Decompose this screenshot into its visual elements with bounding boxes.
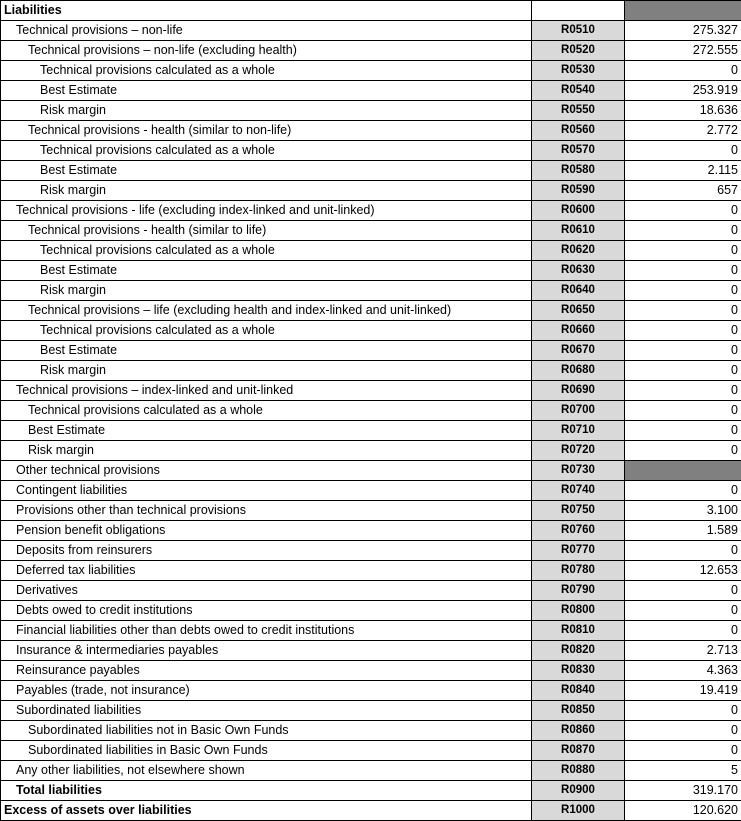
row-value: 319.170	[625, 781, 741, 801]
table-row	[1, 801, 741, 821]
table-row	[1, 301, 741, 321]
row-label: Deposits from reinsurers	[1, 541, 532, 561]
table-row	[1, 401, 741, 421]
table-row	[1, 641, 741, 661]
row-value: 0	[625, 441, 741, 461]
row-value: 0	[625, 381, 741, 401]
row-label: Other technical provisions	[1, 461, 532, 481]
row-label: Best Estimate	[1, 261, 532, 281]
row-value: 0	[625, 601, 741, 621]
row-code: R0590	[532, 181, 625, 201]
table-row	[1, 201, 741, 221]
row-code: R0600	[532, 201, 625, 221]
row-code: R0770	[532, 541, 625, 561]
row-value: 0	[625, 421, 741, 441]
table-row	[1, 61, 741, 81]
table-row	[1, 561, 741, 581]
row-label: Risk margin	[1, 181, 532, 201]
table-row	[1, 701, 741, 721]
table-row	[1, 101, 741, 121]
row-code: R0820	[532, 641, 625, 661]
table-row	[1, 241, 741, 261]
table-row	[1, 721, 741, 741]
row-label: Derivatives	[1, 581, 532, 601]
row-code: R0900	[532, 781, 625, 801]
row-value	[625, 461, 741, 481]
row-label: Technical provisions - life (excluding index-linked and unit-linked)	[1, 201, 532, 221]
table-row	[1, 441, 741, 461]
table-row	[1, 521, 741, 541]
row-code: R0560	[532, 121, 625, 141]
row-code: R0750	[532, 501, 625, 521]
row-label: Risk margin	[1, 101, 532, 121]
row-value: 0	[625, 321, 741, 341]
row-label: Contingent liabilities	[1, 481, 532, 501]
header-code-cell	[532, 1, 625, 21]
table-row	[1, 21, 741, 41]
row-value: 0	[625, 481, 741, 501]
row-label: Technical provisions calculated as a whole	[1, 61, 532, 81]
row-label: Excess of assets over liabilities	[1, 801, 532, 821]
table-row	[1, 481, 741, 501]
row-value: 0	[625, 401, 741, 421]
table-row	[1, 601, 741, 621]
row-value: 2.713	[625, 641, 741, 661]
row-value: 272.555	[625, 41, 741, 61]
table-row	[1, 261, 741, 281]
row-label: Any other liabilities, not elsewhere shown	[1, 761, 532, 781]
row-value: 19.419	[625, 681, 741, 701]
table-row	[1, 741, 741, 761]
row-code: R0640	[532, 281, 625, 301]
table-row	[1, 361, 741, 381]
row-code: R0790	[532, 581, 625, 601]
row-label: Financial liabilities other than debts owed to credit institutions	[1, 621, 532, 641]
row-label: Risk margin	[1, 441, 532, 461]
table-row	[1, 421, 741, 441]
row-code: R0760	[532, 521, 625, 541]
row-value: 0	[625, 741, 741, 761]
row-code: R0850	[532, 701, 625, 721]
table-row	[1, 341, 741, 361]
row-value: 0	[625, 301, 741, 321]
row-label: Technical provisions calculated as a whole	[1, 141, 532, 161]
row-code: R0620	[532, 241, 625, 261]
row-value: 0	[625, 201, 741, 221]
row-value: 0	[625, 361, 741, 381]
row-value: 0	[625, 621, 741, 641]
row-label: Technical provisions - health (similar to non-life)	[1, 121, 532, 141]
row-value: 253.919	[625, 81, 741, 101]
row-label: Technical provisions – non-life (excluding health)	[1, 41, 532, 61]
row-code: R0840	[532, 681, 625, 701]
header-row	[1, 1, 741, 21]
row-label: Reinsurance payables	[1, 661, 532, 681]
table-row	[1, 621, 741, 641]
table-row	[1, 381, 741, 401]
table-row	[1, 121, 741, 141]
row-label: Best Estimate	[1, 341, 532, 361]
row-code: R0660	[532, 321, 625, 341]
row-label: Technical provisions calculated as a whole	[1, 401, 532, 421]
row-code: R0720	[532, 441, 625, 461]
row-code: R0680	[532, 361, 625, 381]
row-code: R0870	[532, 741, 625, 761]
table-row	[1, 181, 741, 201]
table-row	[1, 501, 741, 521]
table-row	[1, 81, 741, 101]
row-label: Technical provisions – life (excluding health and index-linked and unit-linked)	[1, 301, 532, 321]
row-value: 2.772	[625, 121, 741, 141]
row-label: Best Estimate	[1, 421, 532, 441]
row-code: R0880	[532, 761, 625, 781]
row-code: R0710	[532, 421, 625, 441]
row-value: 18.636	[625, 101, 741, 121]
table-row	[1, 221, 741, 241]
row-value: 0	[625, 701, 741, 721]
row-label: Deferred tax liabilities	[1, 561, 532, 581]
row-label: Technical provisions calculated as a whole	[1, 241, 532, 261]
table-row	[1, 321, 741, 341]
row-value: 3.100	[625, 501, 741, 521]
row-label: Technical provisions - health (similar to life)	[1, 221, 532, 241]
row-code: R0690	[532, 381, 625, 401]
row-value: 0	[625, 261, 741, 281]
row-label: Insurance & intermediaries payables	[1, 641, 532, 661]
table-row	[1, 461, 741, 481]
row-value: 12.653	[625, 561, 741, 581]
row-value: 0	[625, 281, 741, 301]
row-value: 2.115	[625, 161, 741, 181]
table-row	[1, 141, 741, 161]
table-row	[1, 41, 741, 61]
row-label: Risk margin	[1, 361, 532, 381]
row-code: R0780	[532, 561, 625, 581]
row-code: R0730	[532, 461, 625, 481]
row-value: 0	[625, 241, 741, 261]
row-code: R0810	[532, 621, 625, 641]
row-value: 1.589	[625, 521, 741, 541]
row-code: R0570	[532, 141, 625, 161]
row-code: R0550	[532, 101, 625, 121]
row-label: Pension benefit obligations	[1, 521, 532, 541]
row-code: R0800	[532, 601, 625, 621]
row-code: R1000	[532, 801, 625, 821]
row-code: R0860	[532, 721, 625, 741]
row-code: R0630	[532, 261, 625, 281]
table-row	[1, 281, 741, 301]
row-label: Best Estimate	[1, 161, 532, 181]
row-value: 0	[625, 61, 741, 81]
header-value-cell	[625, 1, 741, 21]
row-value: 657	[625, 181, 741, 201]
row-code: R0540	[532, 81, 625, 101]
table-row	[1, 541, 741, 561]
section-title: Liabilities	[1, 1, 532, 21]
row-label: Debts owed to credit institutions	[1, 601, 532, 621]
row-code: R0670	[532, 341, 625, 361]
row-label: Technical provisions calculated as a whole	[1, 321, 532, 341]
table-row	[1, 761, 741, 781]
row-value: 120.620	[625, 801, 741, 821]
row-value: 0	[625, 581, 741, 601]
row-label: Technical provisions – non-life	[1, 21, 532, 41]
row-label: Total liabilities	[1, 781, 532, 801]
row-code: R0580	[532, 161, 625, 181]
table-row	[1, 661, 741, 681]
row-code: R0610	[532, 221, 625, 241]
row-code: R0530	[532, 61, 625, 81]
row-label: Subordinated liabilities in Basic Own Funds	[1, 741, 532, 761]
row-value: 0	[625, 221, 741, 241]
table-row	[1, 161, 741, 181]
row-value: 0	[625, 341, 741, 361]
row-code: R0700	[532, 401, 625, 421]
row-label: Best Estimate	[1, 81, 532, 101]
row-code: R0740	[532, 481, 625, 501]
row-value: 0	[625, 541, 741, 561]
row-code: R0520	[532, 41, 625, 61]
row-value: 5	[625, 761, 741, 781]
table-row	[1, 581, 741, 601]
row-label: Technical provisions – index-linked and unit-linked	[1, 381, 532, 401]
row-code: R0650	[532, 301, 625, 321]
row-value: 4.363	[625, 661, 741, 681]
row-code: R0510	[532, 21, 625, 41]
table-row	[1, 781, 741, 801]
row-label: Subordinated liabilities	[1, 701, 532, 721]
row-label: Payables (trade, not insurance)	[1, 681, 532, 701]
row-label: Provisions other than technical provisions	[1, 501, 532, 521]
row-value: 0	[625, 721, 741, 741]
row-code: R0830	[532, 661, 625, 681]
row-label: Risk margin	[1, 281, 532, 301]
row-value: 275.327	[625, 21, 741, 41]
row-value: 0	[625, 141, 741, 161]
table-row	[1, 681, 741, 701]
row-label: Subordinated liabilities not in Basic Own Funds	[1, 721, 532, 741]
